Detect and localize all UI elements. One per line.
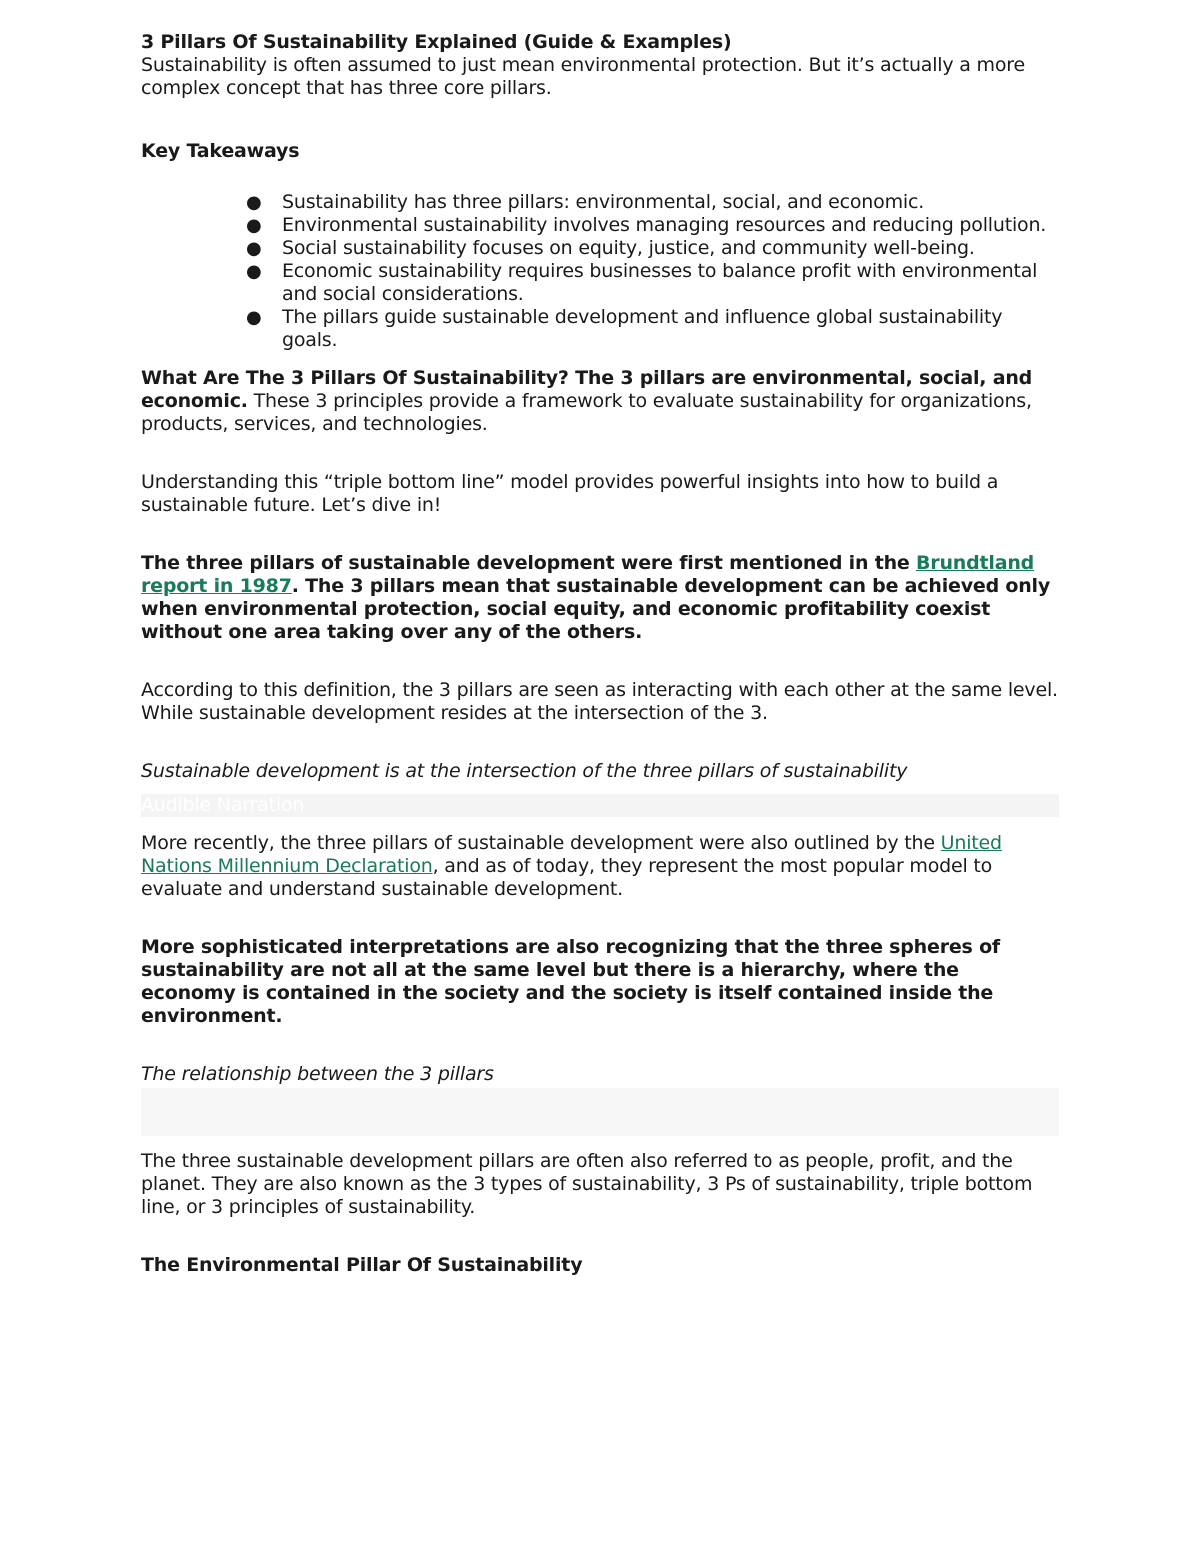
people-profit-planet-paragraph: The three sustainable development pillars are often also referred to as people, profit, and the planet. They are also known as the 3 types of sustainability, 3 Ps of sustainability, triple bottom line, or 3 principles of sustainability. [141, 1150, 1033, 1218]
triple-bottom-line-paragraph: Understanding this “triple bottom line” model provides powerful insights into how to build a sustainable future. Let’s dive in! [141, 471, 999, 516]
document-title: 3 Pillars Of Sustainability Explained (Guide & Examples) [141, 31, 732, 53]
audible-narration-bar[interactable] [141, 794, 1059, 817]
key-takeaways-heading: Key Takeaways [141, 140, 300, 162]
environmental-pillar-heading: The Environmental Pillar Of Sustainability [141, 1254, 583, 1276]
list-item: ● Social sustainability focuses on equity, justice, and community well-being. [246, 237, 975, 259]
un-millennium-declaration-link[interactable]: United Nations Millennium Declaration [141, 832, 1002, 877]
relationship-figure-placeholder [141, 1088, 1059, 1136]
what-are-text: These 3 principles provide a framework to evaluate sustainability for organizations, products, services, and technologies. [141, 390, 1032, 435]
bullet-icon: ● [246, 215, 262, 236]
intro-paragraph: Sustainability is often assumed to just mean environmental protection. But it’s actually a more complex concept that has three core pillars. [141, 54, 1025, 99]
intersection-caption: Sustainable development is at the intersection of the three pillars of sustainability [141, 760, 908, 782]
list-item: ● Economic sustainability requires businesses to balance profit with environmental and social considerations. [246, 260, 1038, 305]
brundtland-report-link[interactable]: Brundtland report in 1987 [141, 552, 1035, 597]
list-item: ● The pillars guide sustainable development and influence global sustainability goals. [246, 306, 1003, 351]
audible-narration-label: Audible Narration [141, 794, 305, 816]
key-takeaways-list [141, 191, 1059, 352]
bullet-icon: ● [246, 261, 262, 282]
bullet-icon: ● [246, 192, 262, 213]
bullet-icon: ● [246, 307, 262, 328]
definition-paragraph: According to this definition, the 3 pillars are seen as interacting with each other at the same level. While sustainable development resides at the intersection of the 3. [141, 679, 1058, 724]
relationship-caption: The relationship between the 3 pillars [141, 1063, 494, 1085]
what-are-paragraph [141, 367, 1059, 436]
document-page [141, 31, 1059, 1277]
list-item: ● Sustainability has three pillars: environmental, social, and economic. [246, 191, 925, 213]
hierarchy-paragraph: More sophisticated interpretations are also recognizing that the three spheres of sustainability are not all at the same level but there is a hierarchy, where the economy is contained in the society and the society is itself contained inside the environment. [141, 936, 1000, 1027]
bullet-icon: ● [246, 238, 262, 259]
brundtland-paragraph: The three pillars of sustainable development were first mentioned in the Brundtland report in 1987. The 3 pillars mean that sustainable development can be achieved only when environmental protection, social equity, and economic profitability coexist without one area taking over any of the others. [141, 552, 1051, 643]
what-are-bold-text: What Are The 3 Pillars Of Sustainability? The 3 pillars are environmental, social, and economic. [141, 367, 1033, 412]
un-declaration-paragraph: More recently, the three pillars of sustainable development were also outlined by the United Nations Millennium Declaration, and as of today, they represent the most popular model to evaluate and understand sustainable development. [141, 832, 1002, 900]
list-item: ● Environmental sustainability involves managing resources and reducing pollution. [246, 214, 1047, 236]
